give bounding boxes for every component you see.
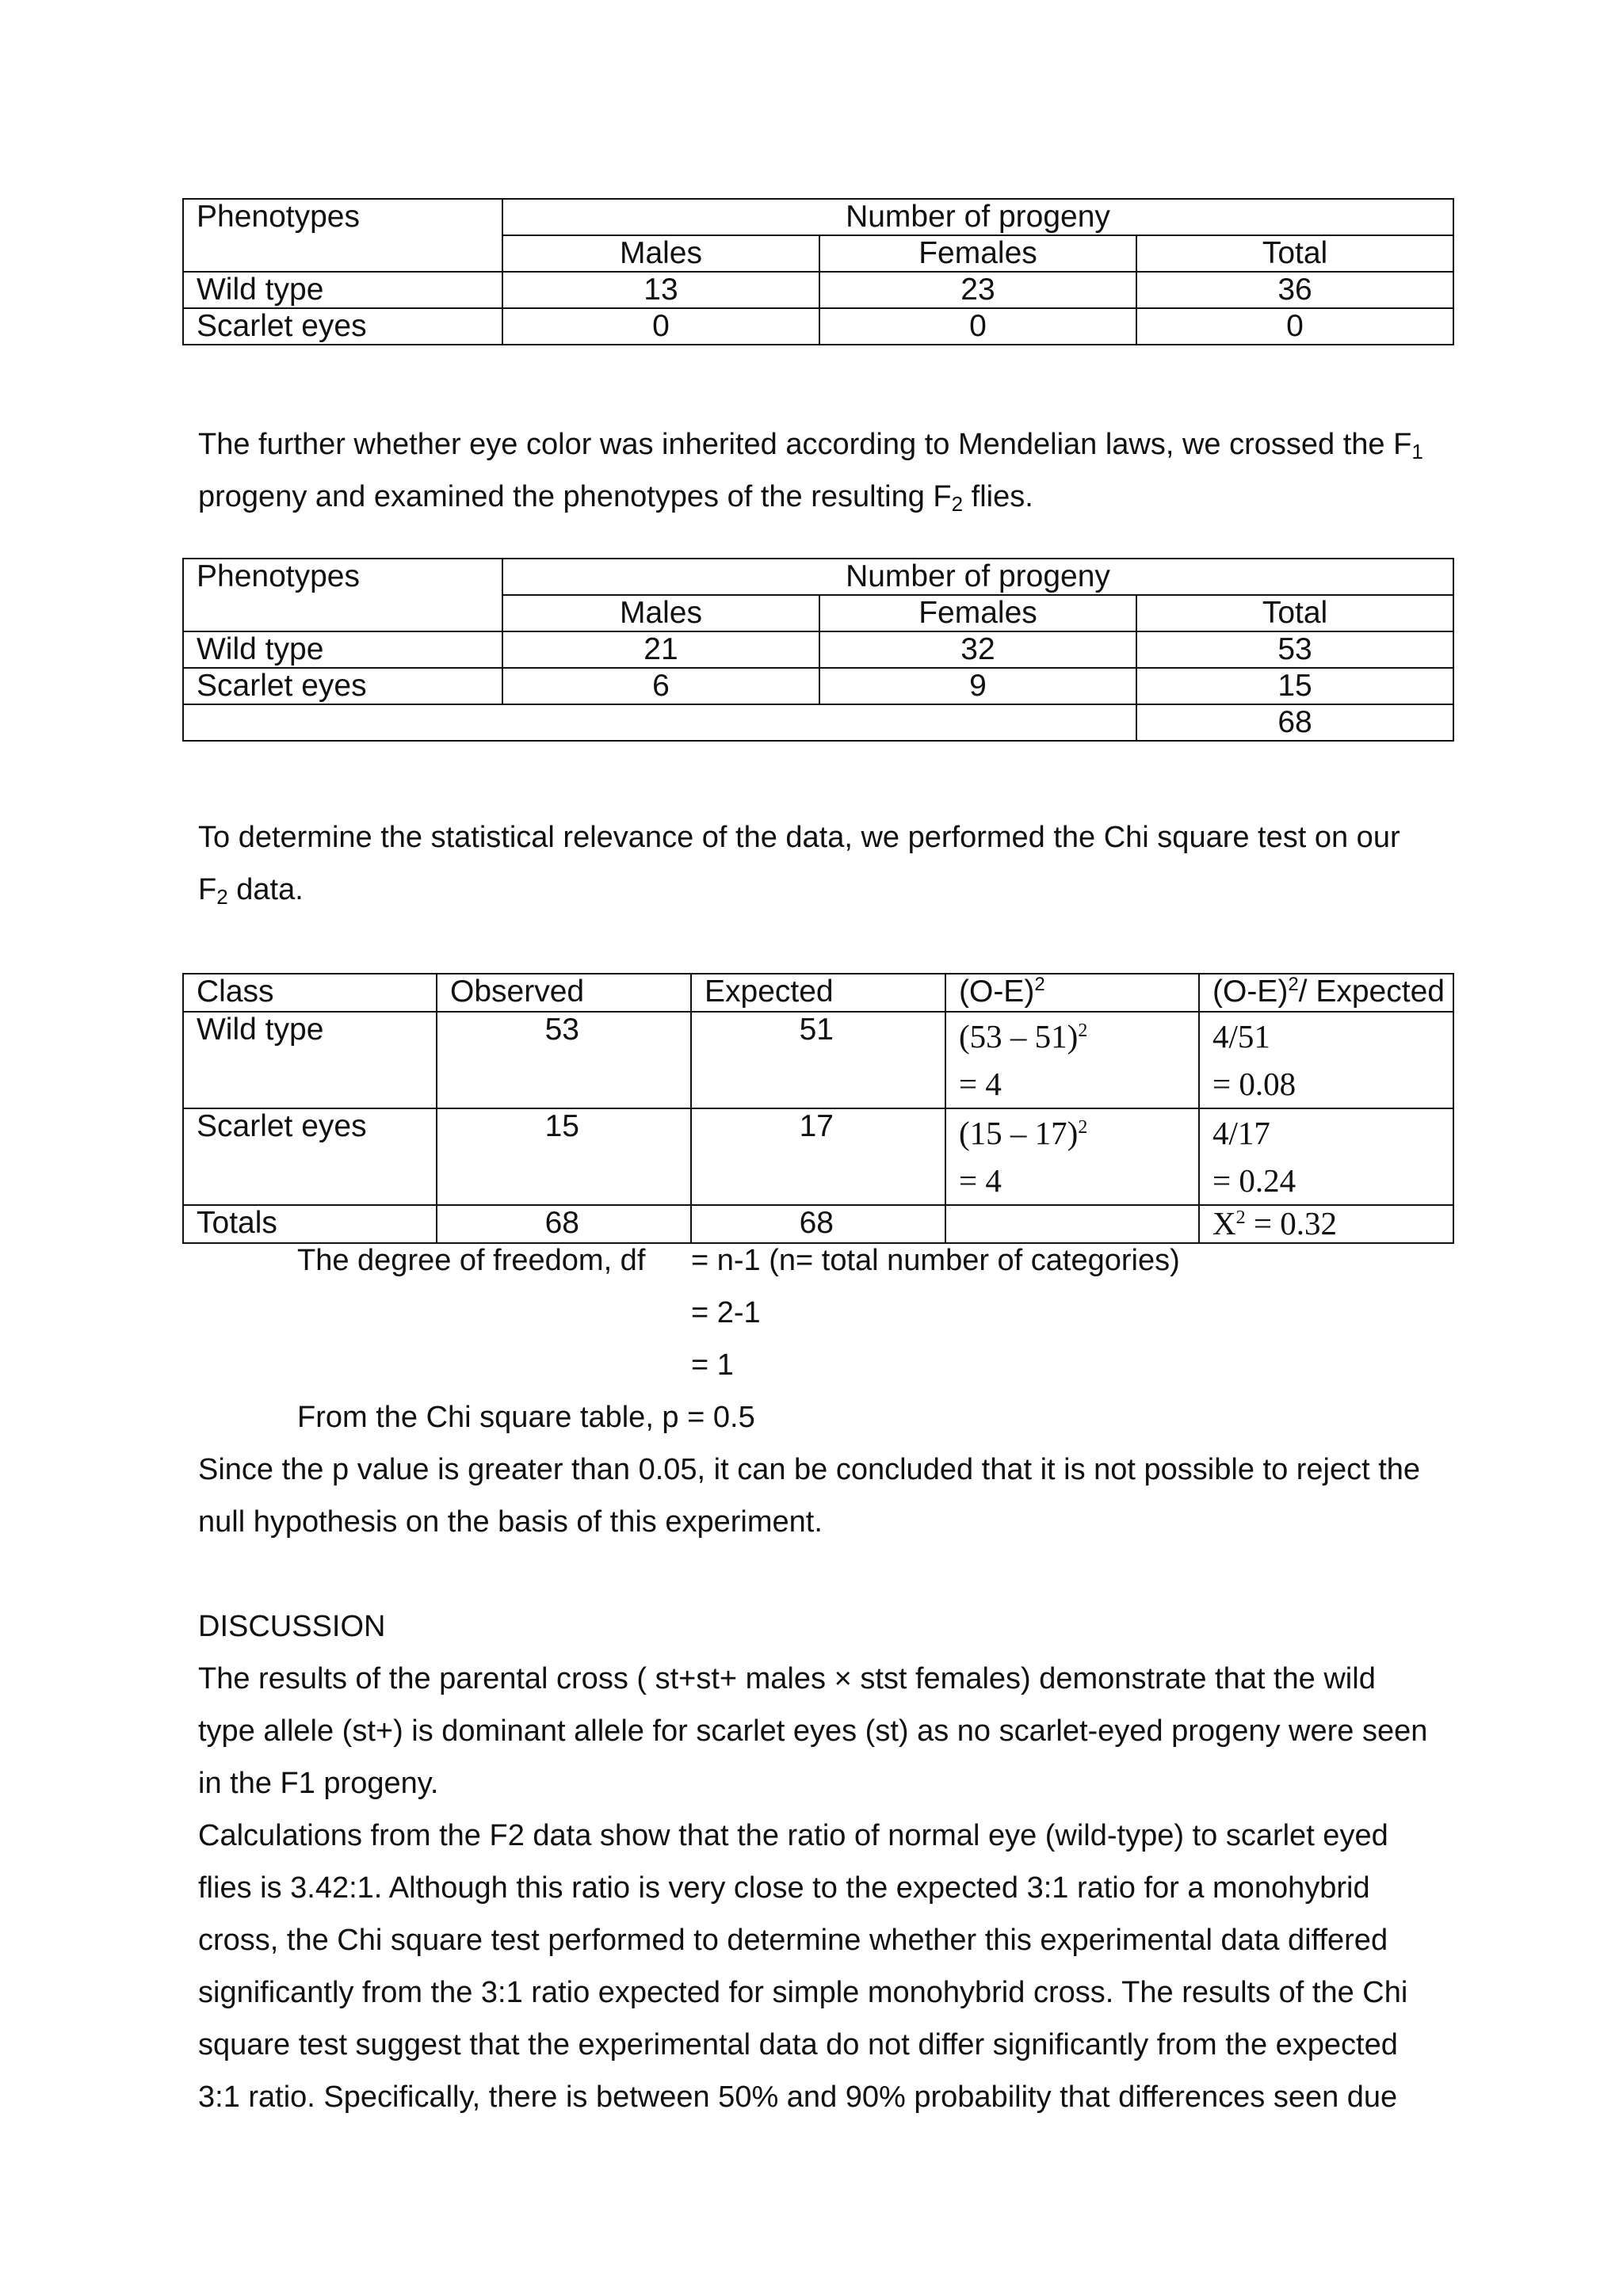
df-label: The degree of freedom, df bbox=[297, 1244, 646, 1277]
subscript: 1 bbox=[1411, 440, 1423, 463]
cell-males: 0 bbox=[502, 308, 819, 345]
discussion-heading: DISCUSSION bbox=[198, 1610, 386, 1643]
superscript: 2 bbox=[1078, 1117, 1088, 1138]
superscript: 2 bbox=[1235, 1207, 1246, 1228]
table-row bbox=[183, 308, 1453, 345]
cell-expected: 51 bbox=[691, 1012, 945, 1108]
cell-oe-ratio bbox=[1199, 1012, 1453, 1108]
chi-square-table bbox=[182, 973, 1454, 1244]
formula: 4/51 bbox=[1212, 1018, 1270, 1055]
para-text: progeny and examined the phenotypes of the resulting F bbox=[198, 480, 952, 513]
empty-cell bbox=[183, 704, 1136, 741]
df-equation-1: = n-1 (n= total number of categories) bbox=[691, 1244, 1180, 1277]
cell-males: 13 bbox=[502, 272, 819, 308]
para-text: square test suggest that the experimental data do not differ significantly from the expected bbox=[198, 2028, 1398, 2061]
table-row bbox=[183, 631, 1453, 668]
discussion-paragraph-2 bbox=[198, 1810, 1434, 2123]
cell-oe-ratio bbox=[1199, 1108, 1453, 1205]
chi-intro-paragraph bbox=[198, 811, 1434, 916]
formula: (15 – 17) bbox=[959, 1115, 1079, 1151]
label: / Expected bbox=[1298, 974, 1445, 1009]
f1-progeny-table bbox=[182, 198, 1454, 345]
formula: 4/17 bbox=[1212, 1115, 1270, 1151]
conclusion-paragraph bbox=[198, 1444, 1434, 1548]
cell-females: 32 bbox=[819, 631, 1136, 668]
superscript: 2 bbox=[1288, 974, 1299, 995]
header-number-of-progeny: Number of progeny bbox=[502, 199, 1453, 235]
label: (O-E) bbox=[1212, 974, 1289, 1009]
cell-expected: 17 bbox=[691, 1108, 945, 1205]
f2-progeny-table bbox=[182, 558, 1454, 742]
col-females: Females bbox=[819, 595, 1136, 631]
cell-males: 6 bbox=[502, 668, 819, 704]
para-text: To determine the statistical relevance of the data, we performed the Chi square test on our bbox=[198, 821, 1400, 854]
para-text: flies. bbox=[963, 480, 1033, 513]
superscript: 2 bbox=[1034, 974, 1045, 995]
para-text: F bbox=[198, 873, 217, 906]
table-row bbox=[183, 668, 1453, 704]
col-oe-ratio bbox=[1199, 974, 1453, 1012]
header-number-of-progeny: Number of progeny bbox=[502, 559, 1453, 595]
col-oe-squared bbox=[945, 974, 1199, 1012]
para-text: in the F1 progeny. bbox=[198, 1767, 439, 1800]
col-males: Males bbox=[502, 595, 819, 631]
table-row bbox=[183, 704, 1453, 741]
col-males: Males bbox=[502, 235, 819, 272]
formula-result: = 0.24 bbox=[1212, 1162, 1296, 1199]
row-label: Scarlet eyes bbox=[183, 308, 502, 345]
col-females: Females bbox=[819, 235, 1136, 272]
para-text: 3:1 ratio. Specifically, there is between 50% and 90% probability that differences seen due bbox=[198, 2081, 1398, 2114]
col-total: Total bbox=[1136, 595, 1453, 631]
cell-females: 23 bbox=[819, 272, 1136, 308]
para-text: null hypothesis on the basis of this experiment. bbox=[198, 1505, 823, 1539]
cell-total: 0 bbox=[1136, 308, 1453, 345]
col-expected: Expected bbox=[691, 974, 945, 1012]
table-row bbox=[183, 1012, 1453, 1108]
label: (O-E) bbox=[959, 974, 1035, 1009]
row-label: Wild type bbox=[183, 272, 502, 308]
para-text: flies is 3.42:1. Although this ratio is very close to the expected 3:1 ratio for a monohybrid bbox=[198, 1871, 1370, 1905]
row-label: Scarlet eyes bbox=[183, 1108, 437, 1205]
header-phenotypes: Phenotypes bbox=[183, 559, 502, 631]
formula-result: = 0.32 bbox=[1245, 1205, 1337, 1241]
df-equation-3: = 1 bbox=[691, 1348, 734, 1382]
table-row bbox=[183, 1108, 1453, 1205]
cell-oe-squared bbox=[945, 1108, 1199, 1205]
cell-observed-total: 68 bbox=[437, 1205, 691, 1243]
header-phenotypes: Phenotypes bbox=[183, 199, 502, 272]
cell-total: 15 bbox=[1136, 668, 1453, 704]
subscript: 2 bbox=[951, 492, 964, 516]
para-text: The results of the parental cross ( st+st+ males × stst females) demonstrate that the wild bbox=[198, 1662, 1376, 1695]
para-text: Since the p value is greater than 0.05, it can be concluded that it is not possible to reject the bbox=[198, 1453, 1421, 1486]
formula: (53 – 51) bbox=[959, 1018, 1079, 1055]
p-value-line: From the Chi square table, p = 0.5 bbox=[297, 1401, 755, 1434]
para-text: The further whether eye color was inherited according to Mendelian laws, we crossed the F bbox=[198, 428, 1412, 461]
para-text: Calculations from the F2 data show that the ratio of normal eye (wild-type) to scarlet eyed bbox=[198, 1819, 1388, 1852]
para-text: data. bbox=[227, 873, 304, 906]
superscript: 2 bbox=[1078, 1020, 1088, 1041]
formula-result: = 4 bbox=[959, 1066, 1002, 1102]
para-text: cross, the Chi square test performed to determine whether this experimental data differed bbox=[198, 1924, 1388, 1957]
cell-observed: 53 bbox=[437, 1012, 691, 1108]
subscript: 2 bbox=[216, 885, 228, 909]
cell-females: 0 bbox=[819, 308, 1136, 345]
discussion-paragraph-1 bbox=[198, 1653, 1434, 1810]
row-label: Wild type bbox=[183, 1012, 437, 1108]
row-label: Scarlet eyes bbox=[183, 668, 502, 704]
col-total: Total bbox=[1136, 235, 1453, 272]
formula-result: = 4 bbox=[959, 1162, 1002, 1199]
row-label: Totals bbox=[183, 1205, 437, 1243]
cell-total: 36 bbox=[1136, 272, 1453, 308]
df-equation-2: = 2-1 bbox=[691, 1296, 761, 1329]
cell-females: 9 bbox=[819, 668, 1136, 704]
col-observed: Observed bbox=[437, 974, 691, 1012]
f2-intro-paragraph bbox=[198, 418, 1434, 523]
para-text: significantly from the 3:1 ratio expected for simple monohybrid cross. The results of the Chi bbox=[198, 1976, 1408, 2009]
para-text: type allele (st+) is dominant allele for scarlet eyes (st) as no scarlet-eyed progeny were seen bbox=[198, 1714, 1428, 1748]
cell-chi-square bbox=[1199, 1205, 1453, 1243]
symbol: X bbox=[1212, 1205, 1236, 1241]
formula-result: = 0.08 bbox=[1212, 1066, 1296, 1102]
cell-males: 21 bbox=[502, 631, 819, 668]
cell-expected-total: 68 bbox=[691, 1205, 945, 1243]
cell-grand-total: 68 bbox=[1136, 704, 1453, 741]
cell-total: 53 bbox=[1136, 631, 1453, 668]
col-class: Class bbox=[183, 974, 437, 1012]
cell-oe-squared bbox=[945, 1012, 1199, 1108]
row-label: Wild type bbox=[183, 631, 502, 668]
cell-observed: 15 bbox=[437, 1108, 691, 1205]
table-row bbox=[183, 272, 1453, 308]
